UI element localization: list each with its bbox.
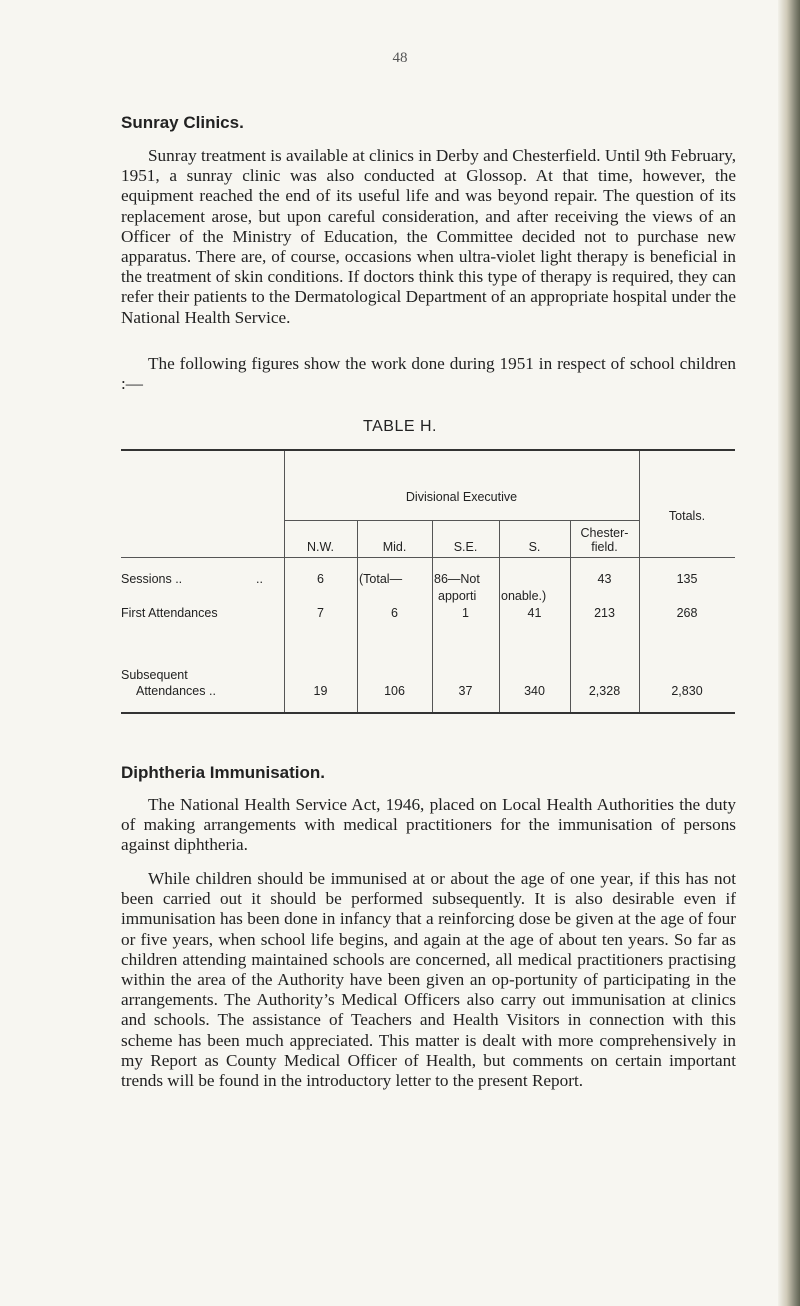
cell-note-s: onable.): [501, 589, 547, 603]
col-s: S.: [528, 540, 541, 554]
diphtheria-paragraph-1: The National Health Service Act, 1946, placed on Local Health Authorities the duty of making arrangements with medical practitioners for the immunisation of persons against diphtheria.: [121, 795, 736, 855]
cell-subsequent-s: 340: [524, 684, 545, 698]
sunray-paragraph-2: The following figures show the work done during 1951 in respect of school children :—: [121, 354, 736, 394]
cell-sessions-se: 86—Not: [434, 572, 480, 586]
diphtheria-heading: Diphtheria Immunisation.: [121, 763, 326, 782]
header-bottom-rule: [121, 557, 735, 558]
cell-sessions-chesterfield: 43: [597, 572, 612, 586]
col-se: S.E.: [453, 540, 478, 554]
cell-note-se: apporti: [438, 589, 477, 603]
cell-sessions-nw: 6: [317, 572, 324, 586]
row-label-attendances: Attendances ..: [136, 684, 216, 698]
cell-first-chesterfield: 213: [594, 606, 615, 620]
group-header-rule: [284, 520, 639, 521]
cell-sessions-total: 135: [676, 572, 698, 586]
col-chesterfield-line1: Chester-: [580, 526, 629, 540]
cell-subsequent-chesterfield: 2,328: [588, 684, 621, 698]
col-mid: Mid.: [382, 540, 407, 554]
cell-sessions-mid: (Total—: [359, 572, 403, 586]
table-title: TABLE H.: [363, 418, 437, 435]
diphtheria-paragraph-2: While children should be immunised at or about the age of one year, if this has not been carried out it should be performed subsequently. It is also desirable even if immunisation has been done in infancy that a reinforcing dose be given at the age of four or five years, when school life begins, and again at the age of about ten years. So far as children attending maintained schools are concerned, all medical practitioners practising within the area of the Authority have been given an op-portunity of participating in the arrangements. The Authority’s Medical Officers also carry out immunisation at clinics and schools. The assistance of Teachers and Health Visitors in connection with this scheme has been much appreciated. This matter is dealt with more comprehensively in my Report as County Medical Officer of Health, but comments on certain important trends will be found in the introductory letter to the present Report.: [121, 869, 736, 1091]
cell-first-se: 1: [462, 606, 469, 620]
cell-first-nw: 7: [317, 606, 324, 620]
table-bottom-rule: [121, 712, 735, 714]
totals-header: Totals.: [668, 509, 706, 523]
cell-subsequent-nw: 19: [313, 684, 328, 698]
page-edge-shadow: [778, 0, 800, 1306]
row-label-dots: ..: [256, 572, 263, 586]
col-chesterfield-line2: field.: [591, 540, 618, 554]
row-label-first-attendances: First Attendances: [121, 606, 218, 620]
row-label-sessions: Sessions ..: [121, 572, 183, 586]
page-number: 48: [392, 50, 408, 66]
col-nw: N.W.: [306, 540, 335, 554]
cell-first-s: 41: [527, 606, 542, 620]
row-label-subsequent: Subsequent: [121, 668, 188, 682]
sunray-heading: Sunray Clinics.: [121, 113, 244, 132]
sunray-paragraph-1: Sunray treatment is available at clinics in Derby and Chesterfield. Until 9th February, 1951, a sunray clinic was also conducted at Glossop. At that time, however, the equipment reached the end of its useful life and was beyond repair. The question of its replacement arose, but upon careful consideration, and after receiving the views of an Officer of the Ministry of Education, the Committee decided not to purchase new apparatus. There are, of course, occasions when ultra-violet light therapy is beneficial in the treatment of skin conditions. If doctors think this type of therapy is required, they can refer their patients to the Dermatological Department of an appropriate hospital under the National Health Service.: [121, 146, 736, 327]
cell-subsequent-mid: 106: [384, 684, 405, 698]
cell-subsequent-se: 37: [458, 684, 473, 698]
table-top-rule: [121, 449, 735, 451]
cell-first-mid: 6: [391, 606, 398, 620]
divisional-executive-header: Divisional Executive: [405, 490, 518, 504]
cell-subsequent-total: 2,830: [671, 684, 703, 698]
cell-first-total: 268: [676, 606, 698, 620]
